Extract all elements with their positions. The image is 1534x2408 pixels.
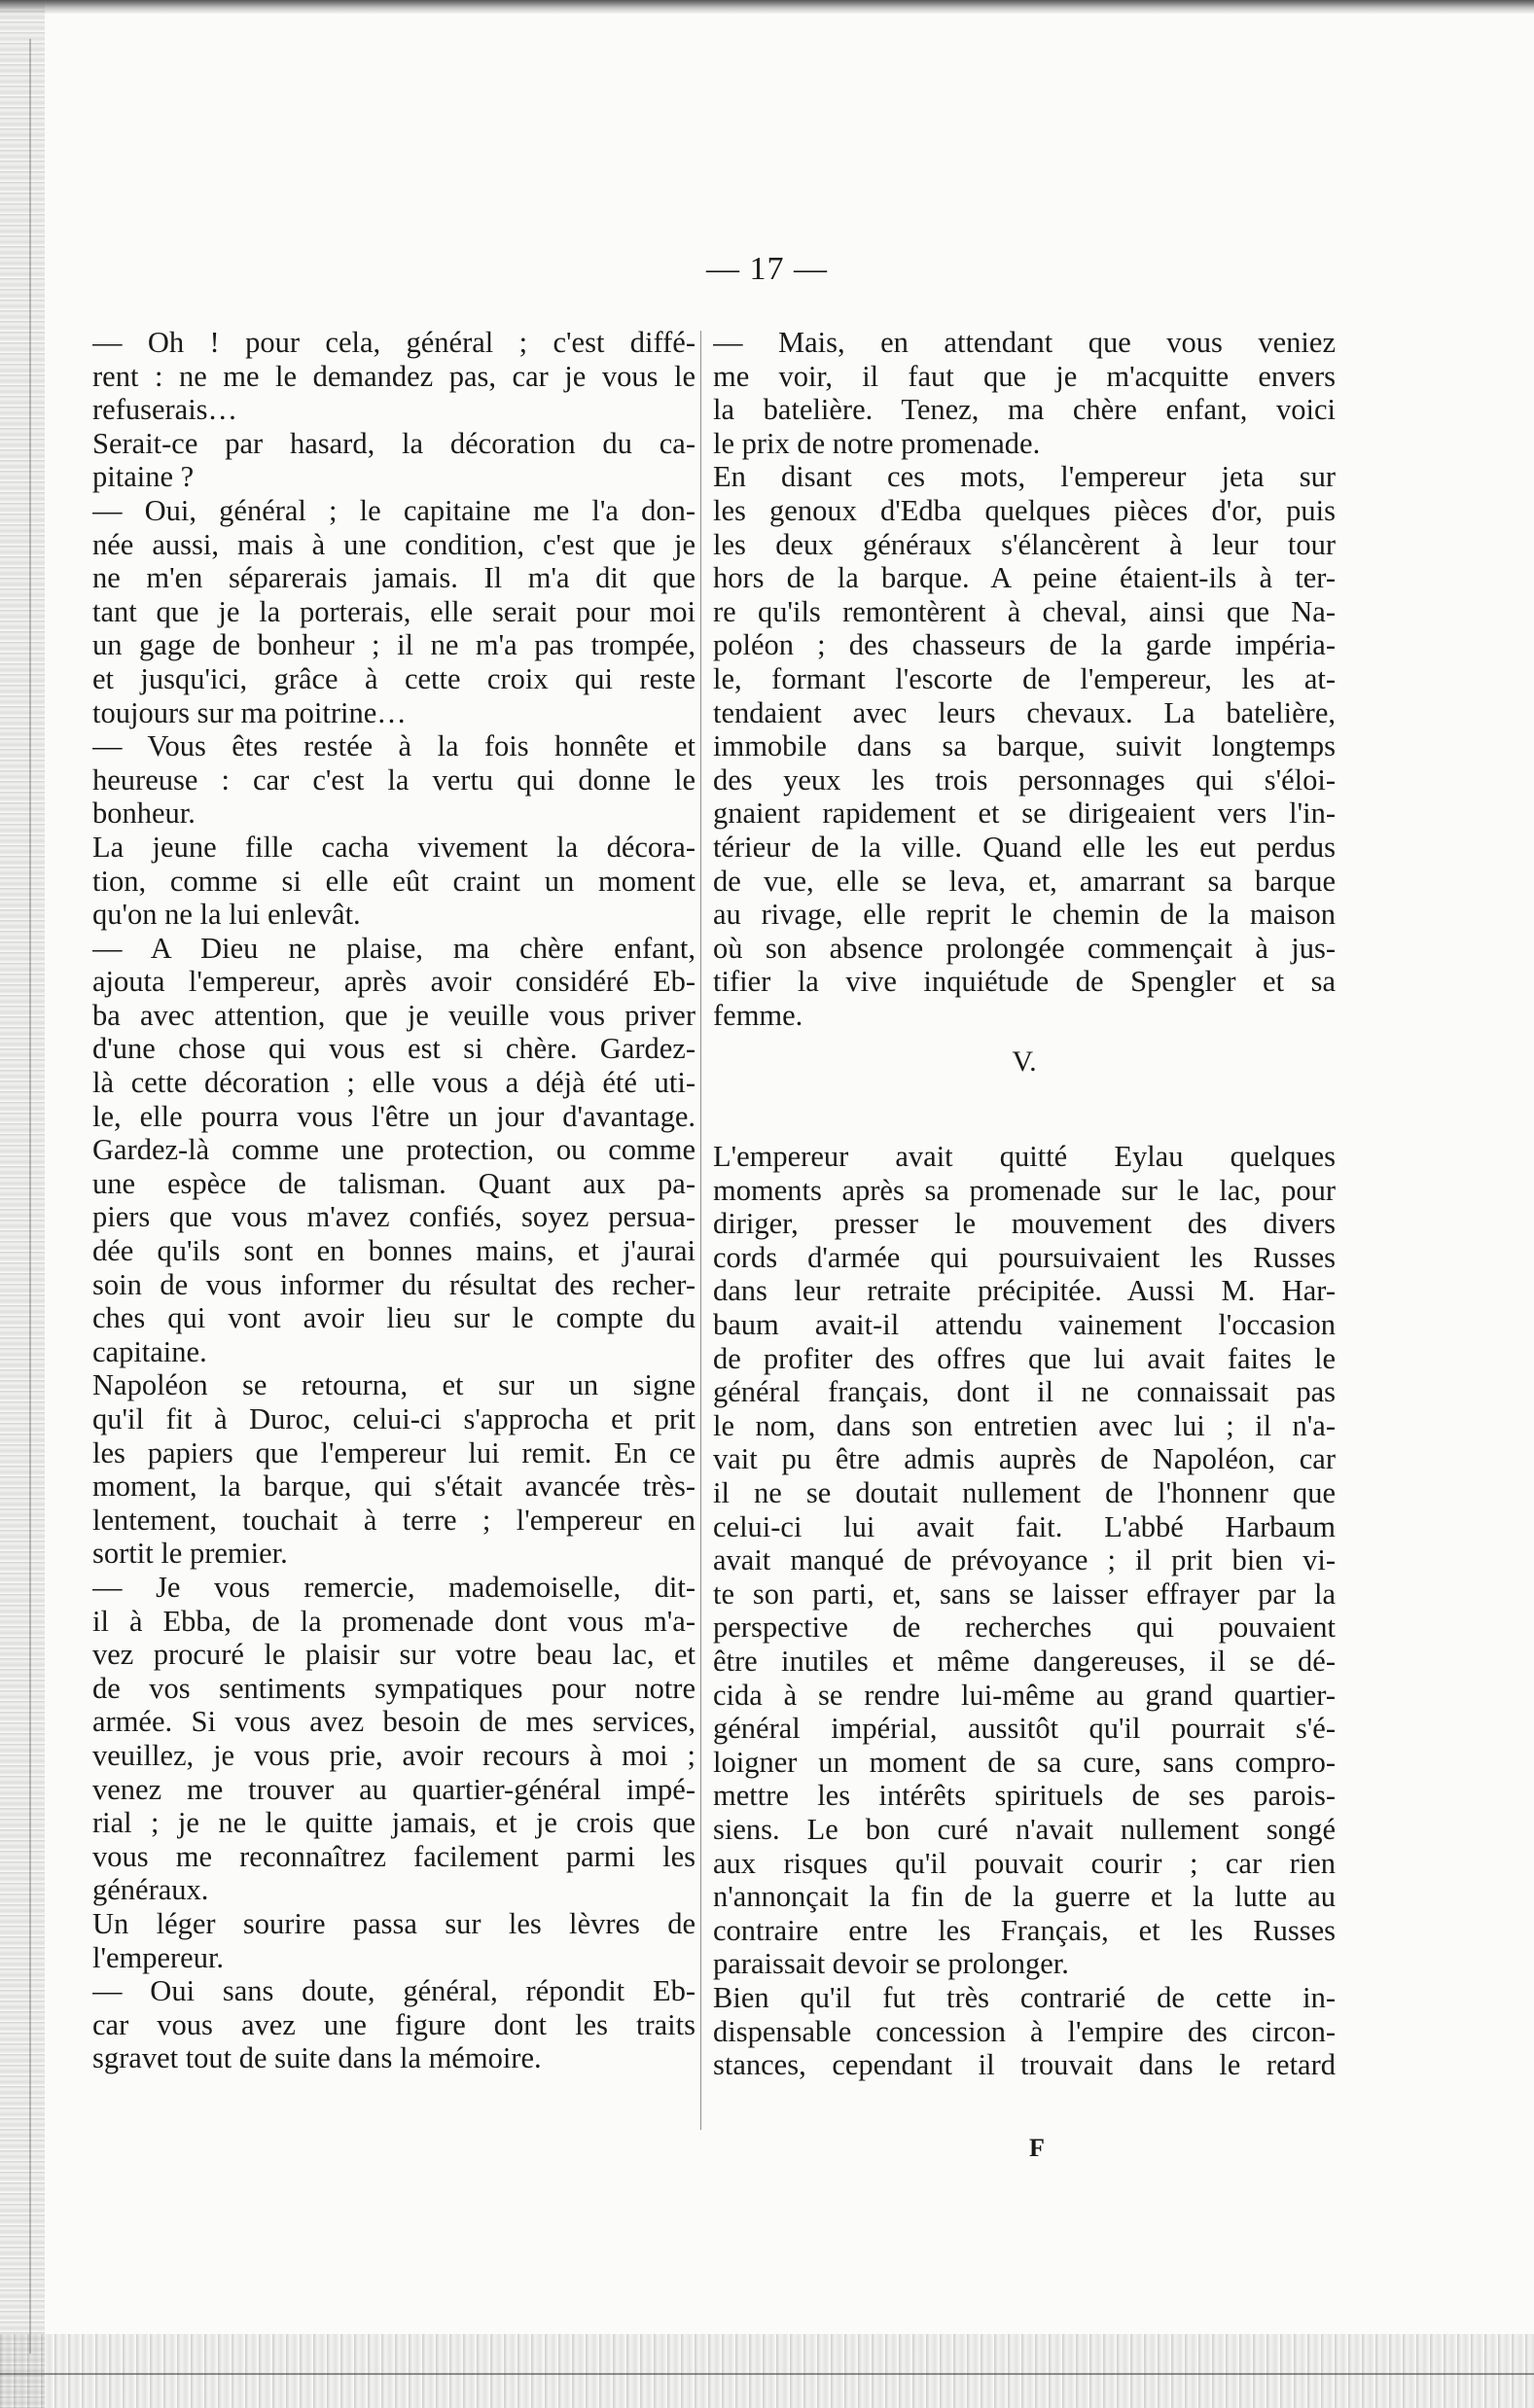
text-line: paraissait devoir se prolonger. <box>713 1947 1069 1981</box>
text-line: stances, cependant il trouvait dans le retard <box>713 2048 1336 2082</box>
text-line: qu'on ne la lui enlevât. <box>92 898 361 932</box>
text-line: refuserais… <box>92 393 238 427</box>
text-line: de vos sentiments sympatiques pour notre <box>92 1671 696 1705</box>
text-line: les genoux d'Edba quelques pièces d'or, puis <box>713 493 1336 527</box>
text-line: tendaient avec leurs chevaux. La batelière, <box>713 695 1336 729</box>
text-line: le prix de notre promenade. <box>713 426 1041 460</box>
text-line: celui-ci lui avait fait. L'abbé Harbaum <box>713 1509 1336 1543</box>
left-text-column <box>92 326 696 2075</box>
signature-mark: F <box>1029 2134 1045 2162</box>
text-line: diriger, presser le mouvement des divers <box>713 1207 1336 1241</box>
text-line: dans leur retraite précipitée. Aussi M. Har- <box>713 1274 1336 1308</box>
section-heading: V. <box>1012 1045 1037 1079</box>
text-line: re qu'ils remontèrent à cheval, ainsi que Na- <box>713 594 1336 628</box>
text-line: hors de la barque. A peine étaient-ils à ter- <box>713 561 1336 595</box>
text-line: tifier la vive inquiétude de Spengler et sa <box>713 965 1336 999</box>
text-line: L'empereur avait quitté Eylau quelques <box>713 1140 1336 1174</box>
right-column-top-text <box>713 326 1336 1032</box>
text-line: veuillez, je vous prie, avoir recours à moi ; <box>92 1738 696 1772</box>
text-line: venez me trouver au quartier-général impé- <box>92 1772 696 1806</box>
text-line: bonheur. <box>92 797 196 831</box>
text-line: le nom, dans son entretien avec lui ; il n'a- <box>713 1408 1336 1442</box>
text-line: général français, dont il ne connaissait pas <box>713 1375 1336 1409</box>
text-line: ba avec attention, que je veuille vous priver <box>92 998 696 1032</box>
text-line: En disant ces mots, l'empereur jeta sur <box>713 460 1336 494</box>
text-line: une espèce de talisman. Quant aux pa- <box>92 1166 696 1200</box>
text-line: moments après sa promenade sur le lac, pour <box>713 1173 1336 1207</box>
text-line: piers que vous m'avez confiés, soyez persua- <box>92 1200 696 1234</box>
text-line: tant que je la porterais, elle serait pour moi <box>92 594 696 628</box>
text-line: les deux généraux s'élancèrent à leur tour <box>713 527 1336 561</box>
text-line: femme. <box>713 998 803 1032</box>
text-line: baum avait-il attendu vainement l'occasion <box>713 1308 1336 1342</box>
text-line: où son absence prolongée commençait à jus- <box>713 931 1336 965</box>
text-line: toujours sur ma poitrine… <box>92 695 407 729</box>
text-line: perspective de recherches qui pouvaient <box>713 1611 1336 1645</box>
text-line: cords d'armée qui poursuivaient les Russes <box>713 1240 1336 1274</box>
text-line: sgravet tout de suite dans la mémoire. <box>92 2041 542 2075</box>
text-line: la batelière. Tenez, ma chère enfant, voici <box>713 393 1336 427</box>
text-line: poléon ; des chasseurs de la garde impéria- <box>713 628 1336 662</box>
text-line: tion, comme si elle eût craint un moment <box>92 864 696 898</box>
text-line: — Oh ! pour cela, général ; c'est diffé- <box>92 326 696 359</box>
text-line: au rivage, elle reprit le chemin de la maison <box>713 898 1336 932</box>
text-line: ches qui vont avoir lieu sur le compte du <box>92 1301 696 1335</box>
text-line: me voir, il faut que je m'acquitte envers <box>713 359 1336 393</box>
text-line: ajouta l'empereur, après avoir considéré Eb- <box>92 965 696 999</box>
text-line: le, formant l'escorte de l'empereur, les at- <box>713 661 1336 695</box>
text-line: — Mais, en attendant que vous veniez <box>713 326 1336 359</box>
text-line: il ne se doutait nullement de l'honnenr que <box>713 1476 1336 1509</box>
text-line: un gage de bonheur ; il ne m'a pas trompée, <box>92 628 696 662</box>
text-line: vous me reconnaîtrez facilement parmi les <box>92 1839 696 1873</box>
bottom-edge-artifact <box>0 2334 1534 2408</box>
text-line: rial ; je ne le quitte jamais, et je crois que <box>92 1806 696 1840</box>
text-line: vez procuré le plaisir sur votre beau lac, et <box>92 1638 696 1672</box>
bottom-border-line <box>0 2373 1534 2375</box>
text-line: le, elle pourra vous l'être un jour d'avantage. <box>92 1099 696 1133</box>
text-line: n'annonçait la fin de la guerre et la lutte au <box>713 1880 1336 1914</box>
text-line: Serait-ce par hasard, la décoration du ca- <box>92 426 696 460</box>
text-line: mettre les intérêts spirituels de ses parois- <box>713 1779 1336 1813</box>
text-line: loigner un moment de sa cure, sans compro- <box>713 1745 1336 1779</box>
text-line: de profiter des offres que lui avait faites le <box>713 1341 1336 1375</box>
text-line: l'empereur. <box>92 1940 225 1974</box>
text-line: térieur de la ville. Quand elle les eut perdus <box>713 830 1336 864</box>
text-line: soin de vous informer du résultat des recher- <box>92 1267 696 1301</box>
text-line: de vue, elle se leva, et, amarrant sa barque <box>713 864 1336 898</box>
text-line: aux risques qu'il pouvait courir ; car rien <box>713 1846 1336 1880</box>
text-line: te son parti, et, sans se laisser effrayer par la <box>713 1576 1336 1611</box>
text-line: ne m'en séparerais jamais. Il m'a dit que <box>92 561 696 595</box>
text-line: avait manqué de prévoyance ; il prit bien vi- <box>713 1543 1336 1577</box>
text-line: moment, la barque, qui s'était avancée très- <box>92 1470 696 1504</box>
text-line: Gardez-là comme une protection, ou comme <box>92 1133 696 1167</box>
right-column-bottom-text <box>713 1140 1336 2082</box>
text-line: — Oui, général ; le capitaine me l'a don- <box>92 493 696 527</box>
text-line: dée qu'ils sont en bonnes mains, et j'aurai <box>92 1234 696 1268</box>
text-line: — A Dieu ne plaise, ma chère enfant, <box>92 931 696 965</box>
text-line: armée. Si vous avez besoin de mes services, <box>92 1705 696 1739</box>
text-line: d'une chose qui vous est si chère. Gardez- <box>92 1032 696 1066</box>
left-edge-artifact <box>0 0 45 2408</box>
text-line: heureuse : car c'est la vertu qui donne le <box>92 762 696 797</box>
text-line: général impérial, aussitôt qu'il pourrait s'é- <box>713 1712 1336 1746</box>
text-line: née aussi, mais à une condition, c'est que je <box>92 527 696 561</box>
text-line: généraux. <box>92 1873 209 1907</box>
page-number: — 17 — <box>706 251 828 287</box>
column-divider <box>700 331 701 2130</box>
text-line: capitaine. <box>92 1334 207 1368</box>
text-line: Napoléon se retourna, et sur un signe <box>92 1368 696 1402</box>
text-line: gnaient rapidement et se dirigeaient vers l'in- <box>713 797 1336 831</box>
left-edge-line <box>29 39 31 2354</box>
text-line: qu'il fit à Duroc, celui-ci s'approcha et prit <box>92 1402 696 1435</box>
text-line: être inutiles et même dangereuses, il se dé- <box>713 1644 1336 1678</box>
text-line: là cette décoration ; elle vous a déjà été uti- <box>92 1066 696 1100</box>
text-line: il à Ebba, de la promenade dont vous m'a- <box>92 1604 696 1638</box>
text-line: pitaine ? <box>92 460 195 494</box>
text-line: car vous avez une figure dont les traits <box>92 2007 696 2041</box>
text-line: La jeune fille cacha vivement la décora- <box>92 830 696 864</box>
text-line: — Je vous remercie, mademoiselle, dit- <box>92 1570 696 1604</box>
text-line: sortit le premier. <box>92 1537 288 1571</box>
text-line: contraire entre les Français, et les Russes <box>713 1913 1336 1947</box>
text-line: vait pu être admis auprès de Napoléon, car <box>713 1442 1336 1476</box>
text-line: cida à se rendre lui-même au grand quartier- <box>713 1678 1336 1712</box>
text-line: immobile dans sa barque, suivit longtemps <box>713 729 1336 763</box>
text-line: et jusqu'ici, grâce à cette croix qui reste <box>92 661 696 695</box>
top-border-artifact <box>0 0 1534 14</box>
text-line: rent : ne me le demandez pas, car je vous le <box>92 359 696 393</box>
right-text-column <box>713 326 1336 2082</box>
text-line: des yeux les trois personnages qui s'éloi- <box>713 762 1336 797</box>
text-line: les papiers que l'empereur lui remit. En ce <box>92 1435 696 1470</box>
text-line: siens. Le bon curé n'avait nullement songé <box>713 1812 1336 1846</box>
text-line: Bien qu'il fut très contrarié de cette in- <box>713 1980 1336 2014</box>
text-line: Un léger sourire passa sur les lèvres de <box>92 1906 696 1940</box>
text-line: dispensable concession à l'empire des circon- <box>713 2014 1336 2048</box>
text-line: lentement, touchait à terre ; l'empereur en <box>92 1503 696 1537</box>
text-line: — Oui sans doute, général, répondit Eb- <box>92 1974 696 2008</box>
text-line: — Vous êtes restée à la fois honnête et <box>92 729 696 763</box>
